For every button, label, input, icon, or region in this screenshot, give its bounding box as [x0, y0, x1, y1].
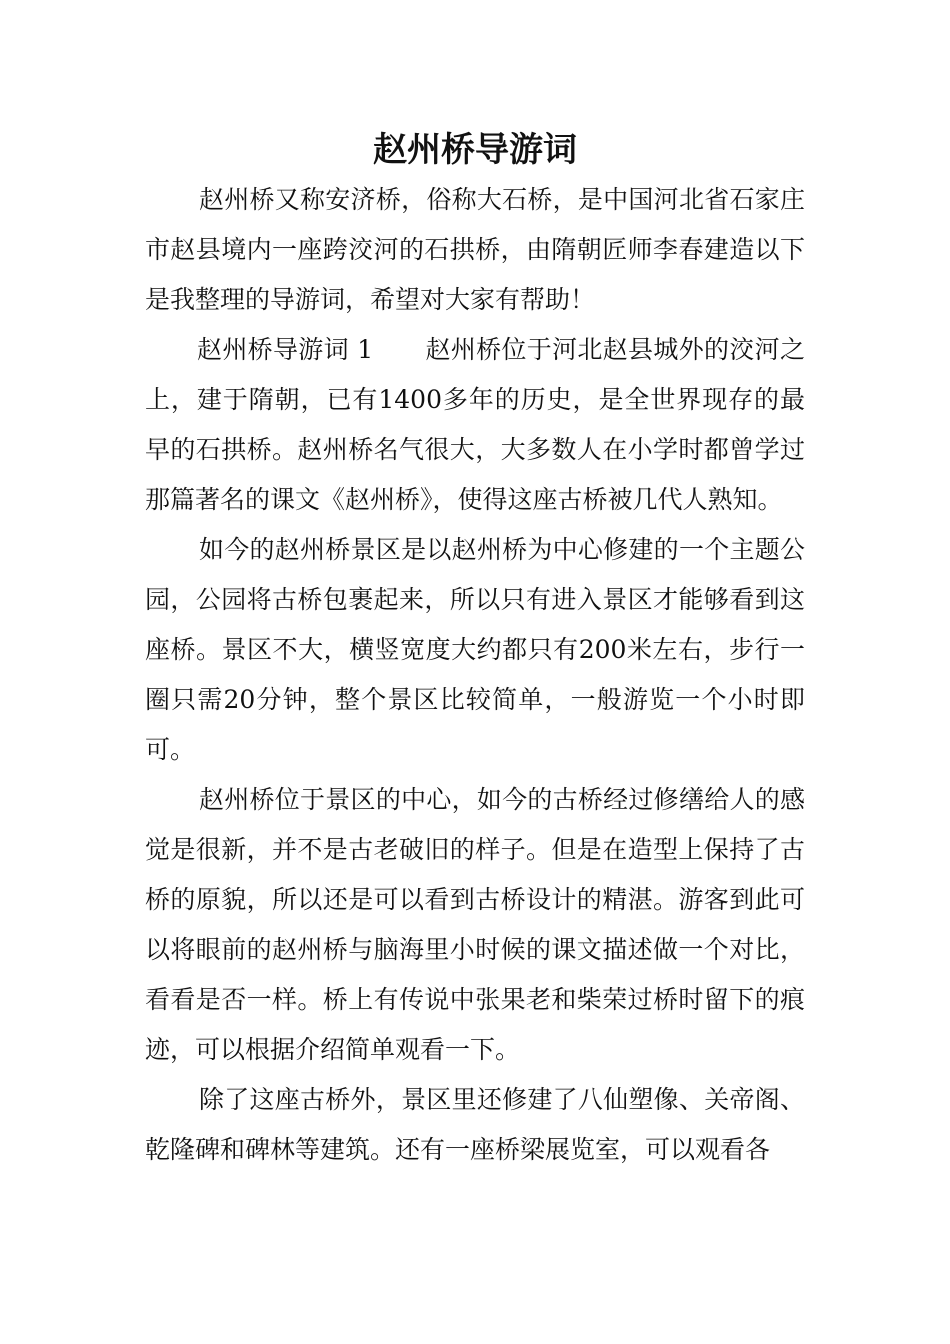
paragraph-3: 赵州桥位于景区的中心，如今的古桥经过修缮给人的感觉是很新，并不是古老破旧的样子。但是在造型上保持了古桥的原貌，所以还是可以看到古桥设计的精湛。游客到此可以将眼前的赵州桥与脑海里小时候的课文描述做一个对比，看看是否一样。桥上有传说中张果老和柴荣过桥时留下的痕迹，可以根据介绍简单观看一下。 [145, 785, 805, 1064]
document-body [145, 175, 805, 1175]
paragraph-2: 如今的赵州桥景区是以赵州桥为中心修建的一个主题公园，公园将古桥包裹起来，所以只有进入景区才能够看到这座桥。景区不大，横竖宽度大约都只有200米左右，步行一圈只需20分钟，整个景区比较简单，一般游览一个小时即可。 [145, 535, 805, 764]
intro-paragraph: 赵州桥又称安济桥，俗称大石桥，是中国河北省石家庄市赵县境内一座跨洨河的石拱桥，由隋朝匠师李春建造以下是我整理的导游词，希望对大家有帮助！ [145, 185, 805, 314]
paragraph-4: 除了这座古桥外，景区里还修建了八仙塑像、关帝阁、乾隆碑和碑林等建筑。还有一座桥梁展览室，可以观看各 [145, 1085, 805, 1164]
paragraph-1-text: 赵州桥位于河北赵县城外的洨河之上，建于隋朝，已有1400多年的历史，是全世界现存的最早的石拱桥。赵州桥名气很大，大多数人在小学时都曾学过那篇著名的课文《赵州桥》，使得这座古桥被几代人熟知。 [145, 335, 805, 514]
section-heading: 赵州桥导游词 1 [197, 335, 374, 364]
section-paragraph-1 [145, 325, 805, 525]
document-title: 赵州桥导游词 [373, 130, 577, 170]
